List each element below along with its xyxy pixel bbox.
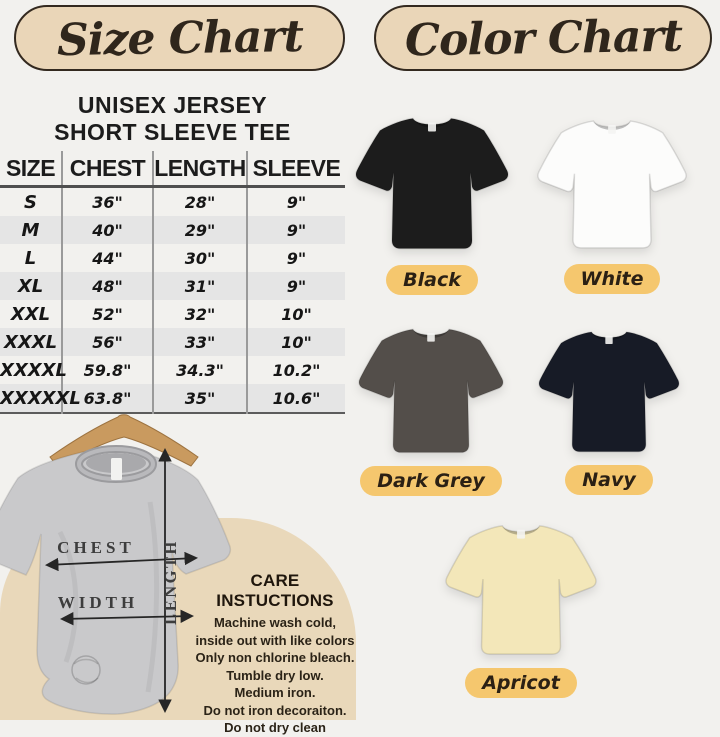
cell-chest: 59.8": [62, 356, 153, 384]
cell-size: S: [24, 191, 37, 213]
cell-length: 29": [153, 216, 247, 244]
cell-size: L: [24, 247, 37, 269]
cell-chest: 40": [62, 216, 153, 244]
size-chart-title-pill: [14, 5, 345, 71]
table-row: [0, 328, 345, 356]
size-chart-title: Size Chart: [56, 10, 303, 66]
color-label-dark-grey: [360, 466, 501, 496]
cell-chest: 44": [62, 244, 153, 272]
color-label-text: White: [580, 268, 644, 290]
table-row: [0, 300, 345, 328]
color-item-apricot: [440, 514, 602, 698]
color-label-black: [386, 265, 478, 295]
color-chart-title: Color Chart: [404, 10, 682, 66]
cell-length: 30": [153, 244, 247, 272]
product-heading: [0, 92, 345, 146]
color-item-navy: [533, 321, 685, 495]
table-row: [0, 216, 345, 244]
care-line: Tumble dry low.: [226, 667, 324, 683]
col-header-sleeve: SLEEVE: [247, 151, 345, 187]
cell-sleeve: 9": [247, 216, 345, 244]
color-item-white: [532, 107, 692, 294]
table-row: [0, 356, 345, 384]
color-label-text: Apricot: [482, 672, 560, 694]
color-label-text: Dark Grey: [377, 470, 485, 492]
cell-size: XXXL: [3, 331, 58, 353]
width-label: WIDTH: [57, 593, 139, 612]
color-label-text: Black: [403, 269, 461, 291]
length-label: LENGTH: [161, 539, 180, 625]
cell-length: 33": [153, 328, 247, 356]
care-line: Machine wash cold,: [213, 615, 337, 630]
care-line: Medium iron.: [234, 685, 316, 700]
size-table-header-row: [0, 151, 345, 187]
care-line: Do not iron decoraiton.: [203, 702, 347, 718]
care-line: Only non chlorine bleach.: [195, 650, 355, 665]
cell-sleeve: 9": [247, 187, 345, 217]
cell-sleeve: 9": [247, 272, 345, 300]
product-heading-line2: SHORT SLEEVE TEE: [54, 119, 291, 145]
color-item-dark-grey: [350, 318, 512, 496]
cell-size: XXL: [10, 303, 51, 325]
cell-size: XXXXXL: [0, 387, 81, 409]
color-label-text: Navy: [582, 469, 636, 491]
cell-size: XXXXL: [0, 359, 67, 381]
table-row: [0, 244, 345, 272]
cell-chest: 48": [62, 272, 153, 300]
cell-sleeve: 10": [247, 328, 345, 356]
cell-length: 34.3": [153, 356, 247, 384]
cell-length: 31": [153, 272, 247, 300]
cell-size: XL: [17, 275, 44, 297]
product-heading-line1: UNISEX JERSEY: [77, 92, 268, 118]
cell-chest: 36": [62, 187, 153, 217]
table-row: [0, 187, 345, 217]
cell-chest: 52": [62, 300, 153, 328]
cell-sleeve: 10.6": [247, 384, 345, 413]
cell-sleeve: 9": [247, 244, 345, 272]
color-item-black: [352, 104, 512, 295]
col-header-length: LENGTH: [153, 151, 247, 187]
cell-chest: 63.8": [62, 384, 153, 413]
table-row: [0, 384, 345, 413]
tshirt-dark-grey-icon: [353, 318, 509, 460]
col-header-size: SIZE: [0, 151, 62, 187]
table-row: [0, 272, 345, 300]
color-chart-title-pill: [374, 5, 712, 71]
cell-sleeve: 10.2": [247, 356, 345, 384]
size-table: [0, 151, 345, 414]
care-line: Do not dry clean: [224, 720, 326, 735]
tshirt-navy-icon: [534, 321, 684, 459]
tshirt-apricot-icon: [442, 514, 600, 662]
col-header-chest: CHEST: [62, 151, 153, 187]
care-line: inside out with like colors: [195, 632, 355, 648]
neck-tag: [111, 458, 122, 480]
cell-size: M: [21, 219, 40, 241]
tshirt-black-icon: [352, 104, 512, 259]
chest-label: CHEST: [57, 538, 135, 557]
cell-chest: 56": [62, 328, 153, 356]
cell-sleeve: 10": [247, 300, 345, 328]
cell-length: 32": [153, 300, 247, 328]
cell-length: 35": [153, 384, 247, 413]
cell-length: 28": [153, 187, 247, 217]
color-label-navy: [565, 465, 653, 495]
tshirt-white-icon: [534, 107, 690, 258]
care-instructions: [190, 571, 360, 737]
color-label-apricot: [465, 668, 577, 698]
care-heading: CARE INSTUCTIONS: [216, 571, 334, 610]
color-label-white: [564, 264, 661, 294]
